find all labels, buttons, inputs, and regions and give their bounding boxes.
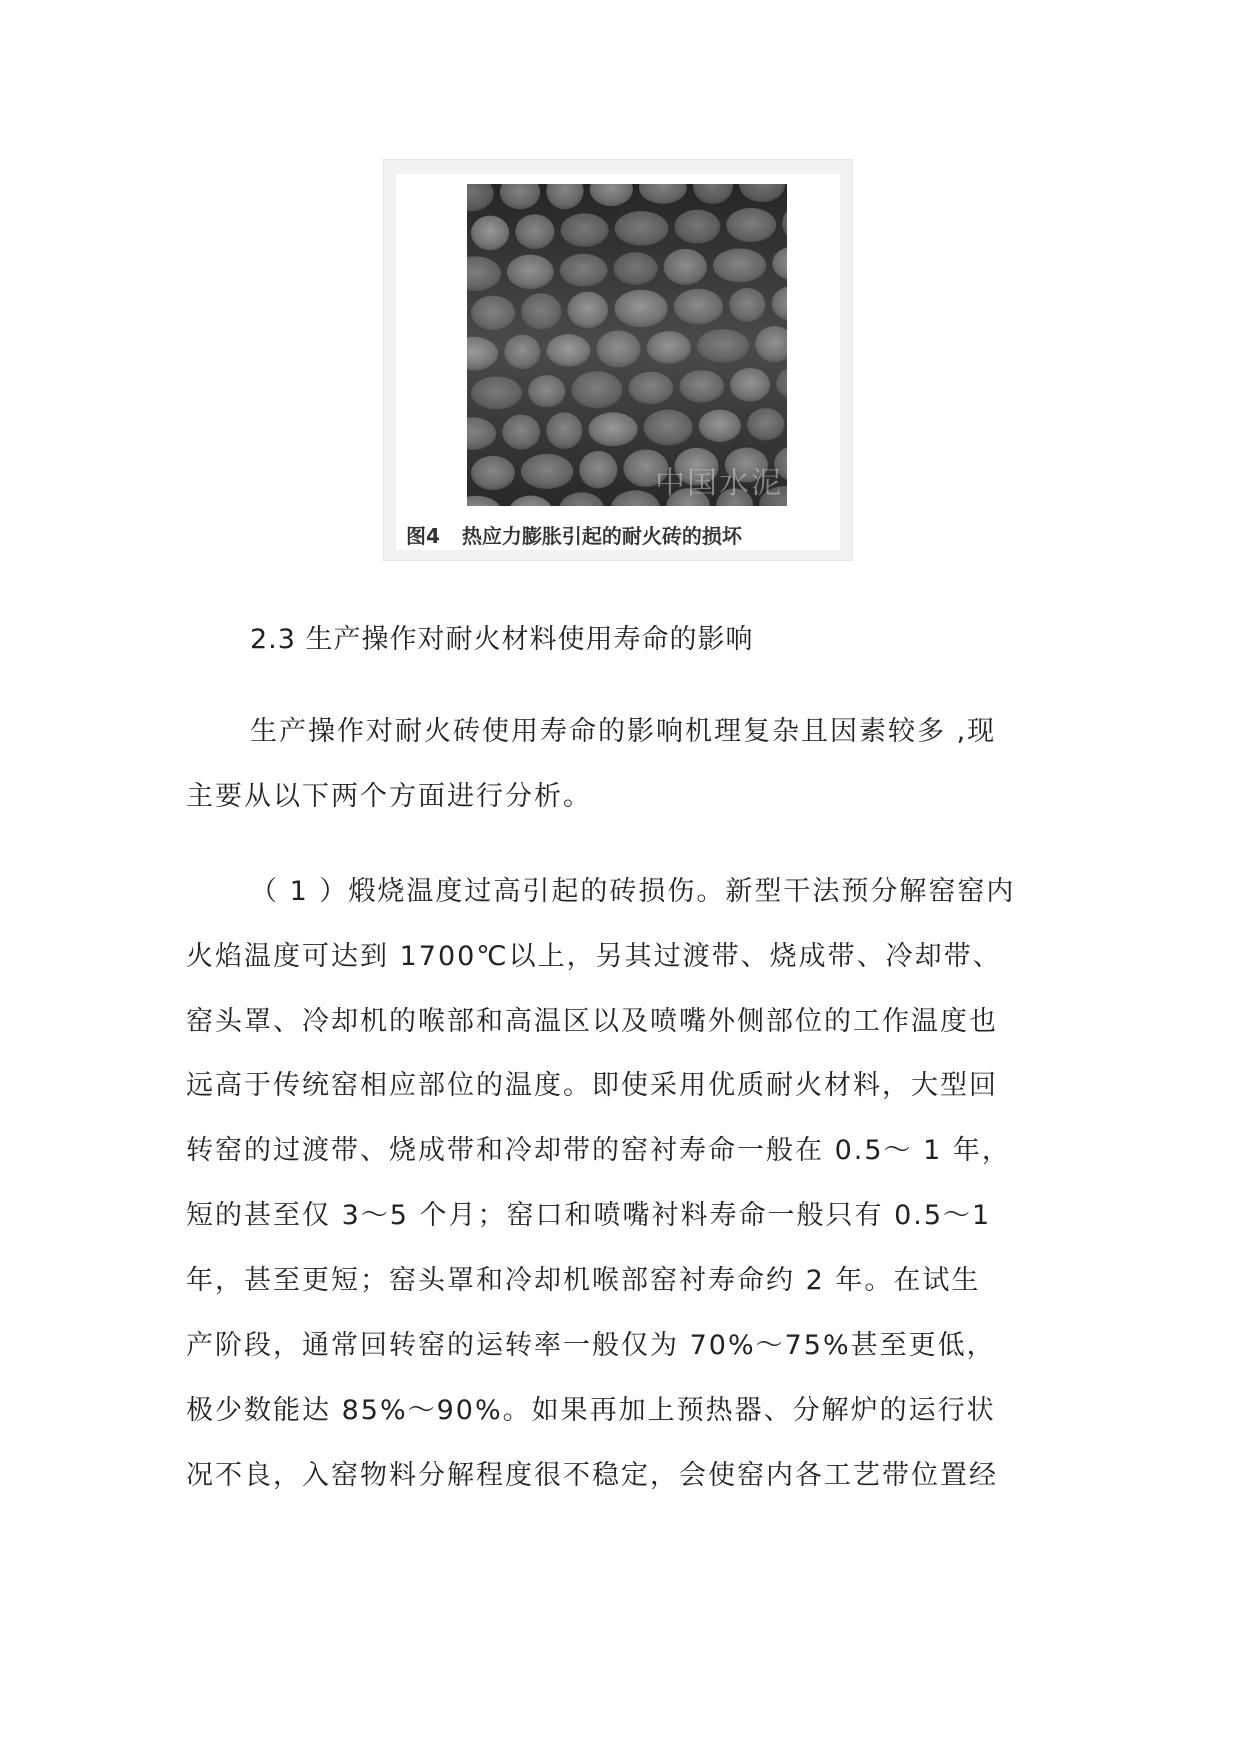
figure-inner bbox=[396, 174, 840, 550]
figure-frame bbox=[383, 159, 853, 561]
paragraph-line: 产阶段，通常回转窑的运转率一般仅为 70%～75%甚至更低， bbox=[186, 1330, 996, 1361]
section-heading: 2.3 生产操作对耐火材料使用寿命的影响 bbox=[250, 624, 754, 655]
figure-caption bbox=[406, 520, 836, 549]
figure-caption-text: 热应力膨胀引起的耐火砖的损坏 bbox=[461, 524, 742, 548]
refractory-brick-photo bbox=[467, 184, 787, 506]
photo-watermark: 中国水泥 bbox=[655, 466, 783, 501]
paragraph-line: 主要从以下两个方面进行分析。 bbox=[186, 781, 592, 812]
paragraph-line: 年，甚至更短；窑头罩和冷却机喉部窑衬寿命约 2 年。在试生 bbox=[186, 1265, 981, 1296]
paragraph-line: 窑头罩、冷却机的喉部和高温区以及喷嘴外侧部位的工作温度也 bbox=[186, 1006, 998, 1037]
paragraph-line: 生产操作对耐火砖使用寿命的影响机理复杂且因素较多 ,现 bbox=[250, 716, 997, 747]
figure-number: 图4 bbox=[406, 524, 440, 548]
paragraph-line: （ 1 ）煅烧温度过高引起的砖损伤。新型干法预分解窑窑内 bbox=[250, 876, 1016, 907]
paragraph-line: 况不良，入窑物料分解程度很不稳定，会使窑内各工艺带位置经 bbox=[186, 1460, 998, 1491]
paragraph-line: 短的甚至仅 3～5 个月；窑口和喷嘴衬料寿命一般只有 0.5～1 bbox=[186, 1200, 992, 1231]
paragraph-line: 远高于传统窑相应部位的温度。即使采用优质耐火材料，大型回 bbox=[186, 1070, 998, 1101]
paragraph-line: 极少数能达 85%～90%。如果再加上预热器、分解炉的运行状 bbox=[186, 1395, 996, 1426]
paragraph-line: 转窑的过渡带、烧成带和冷却带的窑衬寿命一般在 0.5～ 1 年， bbox=[186, 1135, 1011, 1166]
paragraph-line: 火焰温度可达到 1700℃以上，另其过渡带、烧成带、冷却带、 bbox=[186, 941, 1002, 972]
